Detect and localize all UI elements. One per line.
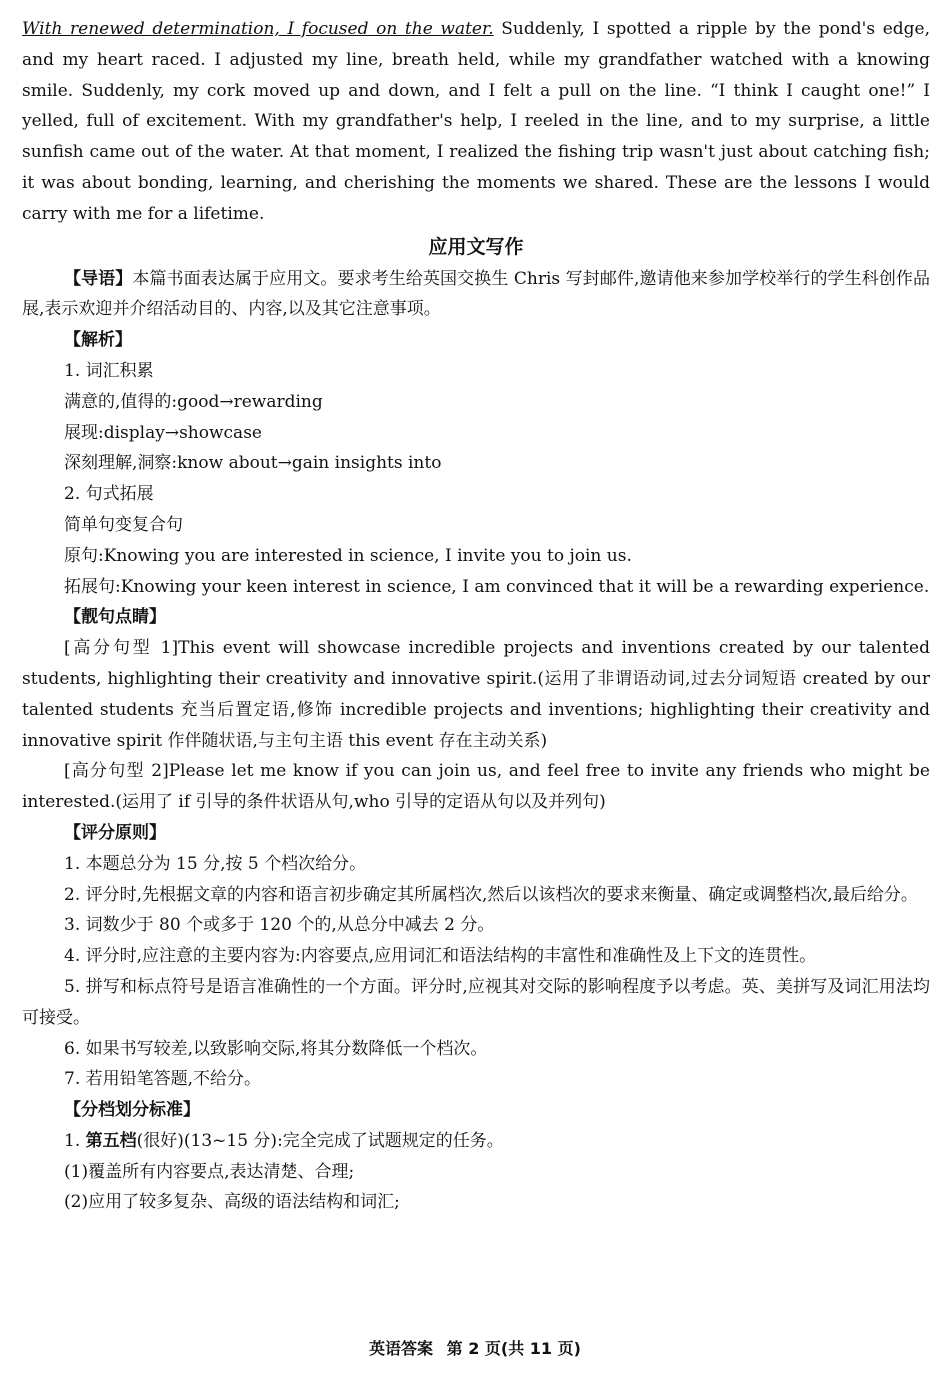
intro-label: 【导语】 bbox=[64, 268, 133, 289]
analysis-label: 【解析】 bbox=[64, 330, 132, 351]
level-prefix: 1. bbox=[64, 1130, 86, 1151]
vocab-item: 满意的,值得的:good→rewarding bbox=[64, 391, 323, 412]
scoring-item: 5. 拼写和标点符号是语言准确性的一个方面。评分时,应视其对交际的影响程度予以考虑。英、美拼写及词汇用法均可接受。 bbox=[22, 976, 930, 1028]
vocab-item: 展现:display→showcase bbox=[64, 422, 262, 443]
expanded-sentence: 拓展句:Knowing your keen interest in science, I am convinced that it will be a rewarding experience. bbox=[64, 576, 930, 597]
intro-text: 本篇书面表达属于应用文。要求考生给英国交换生 Chris 写封邮件,邀请他来参加学校举行的学生科创作品展,表示欢迎并介绍活动目的、内容,以及其它注意事项。 bbox=[22, 268, 931, 320]
document-page bbox=[22, 14, 930, 1218]
scoring-label: 【评分原则】 bbox=[64, 822, 166, 843]
grading-item: (1)覆盖所有内容要点,表达清楚、合理; bbox=[64, 1161, 355, 1182]
scoring-item: 1. 本题总分为 15 分,按 5 个档次给分。 bbox=[64, 853, 367, 874]
level-desc: (很好)(13~15 分):完全完成了试题规定的任务。 bbox=[136, 1130, 504, 1151]
scoring-item: 2. 评分时,先根据文章的内容和语言初步确定其所属档次,然后以该档次的要求来衡量、确定或调整档次,最后给分。 bbox=[64, 884, 918, 905]
page-footer bbox=[0, 1336, 950, 1359]
sentence-subtitle: 简单句变复合句 bbox=[64, 514, 183, 535]
highlight-sentence-1: [高分句型 1]This event will showcase incredible projects and inventions created by our talented students, highlighting their creativity and innovative spirit.(运用了非谓语动词,过去分词短语 created by our talented students 充当后置定语,修饰 incredible projects and inventions; highlighting their creativity and innovative spirit 作伴随状语,与主句主语 this event 存在主动关系) bbox=[22, 638, 930, 751]
grading-label: 【分档划分标准】 bbox=[64, 1100, 200, 1121]
grading-item: (2)应用了较多复杂、高级的语法结构和词汇; bbox=[64, 1192, 400, 1213]
scoring-item: 6. 如果书写较差,以致影响交际,将其分数降低一个档次。 bbox=[64, 1038, 488, 1059]
scoring-item: 3. 词数少于 80 个或多于 120 个的,从总分中减去 2 分。 bbox=[64, 915, 495, 936]
footer-page-number: 第 2 页(共 11 页) bbox=[446, 1339, 581, 1358]
footer-subject: 英语答案 bbox=[369, 1339, 434, 1358]
scoring-item: 7. 若用铅笔答题,不给分。 bbox=[64, 1069, 262, 1090]
story-text: Suddenly, I spotted a ripple by the pond's edge, and my heart raced. I adjusted my line, breath held, while my grandfather watched with a knowing smile. Suddenly, my cork moved up and down, and I felt a pull on the line. “I think I caught one!” I yelled, full of excitement. With my grandfather's help, I reeled in the line, and to my surprise, a little sunfish came out of the water. At that moment, I realized the fishing trip wasn't just about catching fish; it was about bonding, learning, and cherishing the moments we shared. These are the lessons I would carry with me for a lifetime. bbox=[22, 19, 930, 224]
level-name: 第五档 bbox=[85, 1130, 137, 1151]
vocab-item: 深刻理解,洞察:know about→gain insights into bbox=[64, 453, 442, 474]
sentence-title: 2. 句式拓展 bbox=[64, 484, 154, 505]
topic-sentence: With renewed determination, I focused on the water. bbox=[22, 19, 494, 39]
section-title: 应用文写作 bbox=[428, 235, 524, 258]
grading-level bbox=[22, 1126, 930, 1157]
highlight-sentence-2: [高分句型 2]Please let me know if you can join us, and feel free to invite any friends who might be interested.(运用了 if 引导的条件状语从句,who 引导的定语从句以及并列句) bbox=[22, 761, 930, 813]
original-sentence: 原句:Knowing you are interested in science, I invite you to join us. bbox=[64, 545, 632, 566]
vocab-title: 1. 词汇积累 bbox=[64, 360, 154, 381]
intro-paragraph bbox=[22, 264, 930, 326]
scoring-item: 4. 评分时,应注意的主要内容为:内容要点,应用词汇和语法结构的丰富性和准确性及上下文的连贯性。 bbox=[64, 946, 817, 967]
highlights-label: 【靓句点睛】 bbox=[64, 607, 166, 628]
story-paragraph bbox=[22, 14, 930, 230]
